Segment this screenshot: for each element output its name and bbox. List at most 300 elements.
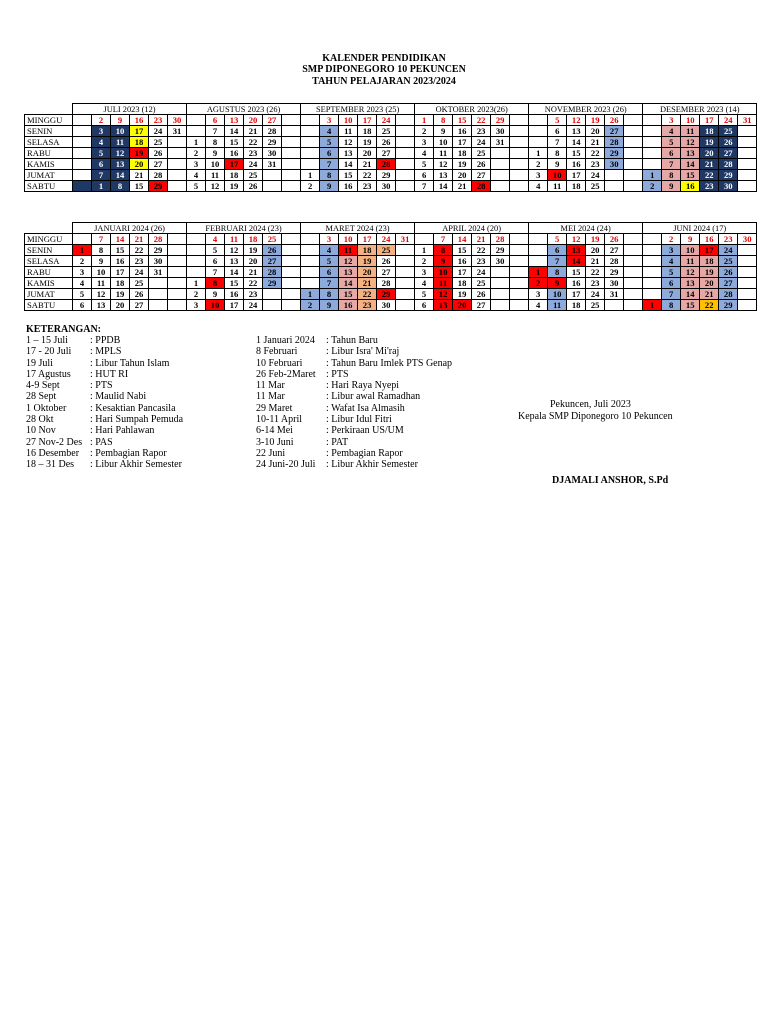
date-cell: 9 [434, 126, 453, 137]
legend-desc: : Libur Akhir Semester [90, 459, 182, 471]
date-cell [510, 234, 529, 245]
date-cell: 26 [377, 256, 396, 267]
date-cell: 2 [415, 256, 434, 267]
date-cell: 12 [92, 289, 111, 300]
date-cell [643, 159, 662, 170]
date-cell [282, 278, 301, 289]
date-cell: 27 [605, 126, 624, 137]
date-cell: 5 [415, 289, 434, 300]
legend-desc: : Pembagian Rapor [90, 447, 167, 459]
date-cell: 3 [92, 126, 111, 137]
date-cell: 11 [339, 126, 358, 137]
date-cell: 4 [662, 126, 681, 137]
date-cell [624, 126, 643, 137]
date-cell [491, 181, 510, 192]
date-cell: 27 [149, 159, 168, 170]
date-cell: 4 [206, 234, 225, 245]
date-cell: 19 [358, 256, 377, 267]
date-cell: 18 [130, 137, 149, 148]
date-cell: 21 [244, 267, 263, 278]
date-cell: 14 [111, 234, 130, 245]
legend-date: 10 Februari [256, 357, 303, 369]
date-cell: 22 [700, 170, 719, 181]
legend-desc: : Tahun Baru Imlek PTS Genap [326, 357, 453, 369]
date-cell [510, 267, 529, 278]
date-cell [282, 148, 301, 159]
date-cell: 14 [434, 181, 453, 192]
date-cell: 22 [358, 170, 377, 181]
date-cell: 3 [529, 289, 548, 300]
date-cell: 24 [130, 267, 149, 278]
date-cell: 24 [472, 137, 491, 148]
date-cell [624, 234, 643, 245]
date-cell: 30 [605, 278, 624, 289]
date-cell: 4 [529, 300, 548, 311]
date-cell: 17 [453, 267, 472, 278]
date-cell: 22 [244, 278, 263, 289]
day-label: KAMIS [25, 278, 73, 289]
legend-title [26, 324, 101, 335]
date-cell: 20 [700, 278, 719, 289]
date-cell: 2 [187, 289, 206, 300]
date-cell: 26 [377, 137, 396, 148]
date-cell [510, 159, 529, 170]
day-label: MINGGU [25, 234, 73, 245]
date-cell [415, 234, 434, 245]
date-cell: 30 [605, 159, 624, 170]
date-cell [396, 137, 415, 148]
date-cell: 21 [700, 159, 719, 170]
date-cell: 25 [377, 126, 396, 137]
legend-desc: : PTS [90, 380, 113, 392]
date-cell: 13 [111, 159, 130, 170]
legend-row [256, 448, 452, 459]
legend-row [26, 414, 183, 425]
date-cell: 26 [263, 245, 282, 256]
date-cell: 20 [244, 115, 263, 126]
legend-date: 24 Juni-20 Juli [256, 459, 316, 471]
legend-date: 17 - 20 Juli [26, 346, 72, 358]
legend-desc: : Libur Tahun Islam [90, 357, 170, 369]
date-cell: 29 [263, 278, 282, 289]
date-cell [529, 245, 548, 256]
date-cell [73, 181, 92, 192]
date-cell: 21 [700, 289, 719, 300]
date-cell: 31 [149, 267, 168, 278]
legend-date: 18 – 31 Des [26, 459, 75, 471]
date-cell: 24 [377, 234, 396, 245]
date-cell: 5 [206, 245, 225, 256]
legend-desc: : Libur Akhir Semester [326, 459, 418, 471]
date-cell: 13 [681, 148, 700, 159]
date-cell: 26 [605, 115, 624, 126]
date-cell [168, 148, 187, 159]
day-label: RABU [25, 148, 73, 159]
date-cell: 15 [567, 148, 586, 159]
date-cell [187, 126, 206, 137]
legend-date: 1 Oktober [26, 402, 67, 414]
date-cell: 8 [434, 245, 453, 256]
date-cell [73, 115, 92, 126]
date-cell: 8 [206, 278, 225, 289]
date-cell: 14 [681, 289, 700, 300]
date-cell: 4 [187, 170, 206, 181]
date-cell: 16 [339, 300, 358, 311]
day-label: SABTU [25, 300, 73, 311]
date-cell: 21 [472, 234, 491, 245]
date-cell: 6 [548, 126, 567, 137]
date-cell: 28 [377, 278, 396, 289]
date-cell: 1 [92, 181, 111, 192]
legend-desc: : MPLS [90, 346, 122, 358]
month-header: JANUARI 2024 (26) [73, 223, 187, 234]
date-cell [301, 148, 320, 159]
legend-date: 11 Mar [256, 391, 285, 403]
legend-row [256, 459, 452, 470]
date-cell: 7 [662, 159, 681, 170]
month-header: APRIL 2024 (20) [415, 223, 529, 234]
legend-desc: : Kesaktian Pancasila [90, 402, 176, 414]
legend-right [256, 335, 452, 471]
date-cell: 5 [548, 234, 567, 245]
date-cell: 27 [377, 267, 396, 278]
date-cell [529, 115, 548, 126]
date-cell: 31 [168, 126, 187, 137]
date-cell: 10 [206, 300, 225, 311]
date-cell [187, 245, 206, 256]
date-cell: 21 [358, 278, 377, 289]
legend-desc: : Maulid Nabi [90, 391, 147, 403]
date-cell: 25 [586, 181, 605, 192]
date-cell [510, 289, 529, 300]
date-cell: 29 [605, 148, 624, 159]
date-cell: 8 [206, 137, 225, 148]
date-cell: 5 [662, 137, 681, 148]
date-cell: 17 [358, 234, 377, 245]
date-cell: 27 [719, 278, 738, 289]
date-cell: 18 [700, 256, 719, 267]
date-cell: 26 [149, 148, 168, 159]
date-cell: 7 [662, 289, 681, 300]
date-cell [168, 159, 187, 170]
date-cell [282, 267, 301, 278]
date-cell: 23 [244, 289, 263, 300]
date-cell: 26 [244, 181, 263, 192]
date-cell [396, 278, 415, 289]
date-cell [168, 300, 187, 311]
date-cell: 2 [187, 148, 206, 159]
date-cell: 1 [187, 278, 206, 289]
date-cell: 1 [529, 267, 548, 278]
day-label: SENIN [25, 126, 73, 137]
date-cell [510, 256, 529, 267]
date-cell: 8 [548, 148, 567, 159]
date-cell: 28 [605, 137, 624, 148]
date-cell: 13 [339, 267, 358, 278]
date-cell: 21 [586, 256, 605, 267]
date-cell: 14 [339, 278, 358, 289]
date-cell: 8 [111, 181, 130, 192]
date-cell: 13 [434, 300, 453, 311]
date-cell: 4 [662, 256, 681, 267]
date-cell: 30 [263, 148, 282, 159]
date-cell: 7 [92, 234, 111, 245]
legend-date: 19 Juli [26, 357, 53, 369]
date-cell [73, 137, 92, 148]
date-cell [301, 159, 320, 170]
date-cell: 20 [358, 267, 377, 278]
date-cell: 25 [586, 300, 605, 311]
date-cell [149, 278, 168, 289]
month-header: SEPTEMBER 2023 (25) [301, 104, 415, 115]
date-cell: 14 [225, 267, 244, 278]
date-cell: 18 [111, 278, 130, 289]
date-cell: 14 [681, 159, 700, 170]
legend-date: 29 Maret [256, 402, 293, 414]
date-cell: 19 [453, 159, 472, 170]
date-cell: 30 [377, 181, 396, 192]
date-cell: 16 [567, 278, 586, 289]
date-cell: 14 [339, 159, 358, 170]
legend-desc: : Hari Raya Nyepi [326, 380, 400, 392]
date-cell: 25 [377, 245, 396, 256]
date-cell: 2 [415, 126, 434, 137]
signature-name: DJAMALI ANSHOR, S.Pd [552, 475, 669, 486]
date-cell: 5 [320, 256, 339, 267]
date-cell: 22 [700, 300, 719, 311]
date-cell: 15 [225, 137, 244, 148]
date-cell: 18 [225, 170, 244, 181]
date-cell: 16 [339, 181, 358, 192]
date-cell [491, 267, 510, 278]
date-cell [605, 300, 624, 311]
date-cell [396, 256, 415, 267]
date-cell [282, 181, 301, 192]
date-cell: 30 [738, 234, 757, 245]
date-cell [168, 256, 187, 267]
legend-row [256, 414, 452, 425]
date-cell: 5 [320, 137, 339, 148]
date-cell: 9 [206, 289, 225, 300]
date-cell: 9 [320, 181, 339, 192]
date-cell [396, 300, 415, 311]
date-cell [510, 115, 529, 126]
date-cell: 11 [434, 148, 453, 159]
date-cell: 6 [92, 159, 111, 170]
legend-date: 3-10 Juni [256, 436, 294, 448]
date-cell: 21 [453, 181, 472, 192]
date-cell: 9 [206, 148, 225, 159]
date-cell: 6 [662, 148, 681, 159]
date-cell [624, 137, 643, 148]
legend-desc: : Wafat Isa Almasih [326, 402, 405, 414]
date-cell: 19 [358, 137, 377, 148]
legend-desc: : Pembagian Rapor [326, 447, 403, 459]
legend-row [256, 346, 452, 357]
date-cell: 5 [187, 181, 206, 192]
date-cell [187, 267, 206, 278]
date-cell: 1 [73, 245, 92, 256]
date-cell: 28 [719, 289, 738, 300]
date-cell: 26 [605, 234, 624, 245]
date-cell [510, 245, 529, 256]
date-cell [643, 148, 662, 159]
date-cell [510, 300, 529, 311]
date-cell: 18 [358, 126, 377, 137]
date-cell [624, 148, 643, 159]
date-cell [643, 267, 662, 278]
legend-date: 6-14 Mei [256, 425, 293, 437]
date-cell: 3 [415, 137, 434, 148]
date-cell: 7 [320, 159, 339, 170]
date-cell: 1 [415, 245, 434, 256]
date-cell [643, 115, 662, 126]
day-label: JUMAT [25, 170, 73, 181]
date-cell [510, 170, 529, 181]
date-cell: 23 [130, 256, 149, 267]
date-cell: 12 [681, 137, 700, 148]
date-cell [738, 170, 757, 181]
date-cell: 17 [130, 126, 149, 137]
date-cell [624, 115, 643, 126]
date-cell: 13 [567, 245, 586, 256]
date-cell: 16 [111, 256, 130, 267]
date-cell: 12 [434, 289, 453, 300]
date-cell [282, 245, 301, 256]
date-cell: 17 [453, 137, 472, 148]
date-cell [168, 181, 187, 192]
date-cell [73, 148, 92, 159]
legend-date: 11 Mar [256, 380, 285, 392]
legend-row [256, 403, 452, 414]
date-cell: 10 [206, 159, 225, 170]
date-cell: 10 [111, 126, 130, 137]
date-cell: 30 [491, 256, 510, 267]
date-cell: 25 [719, 256, 738, 267]
date-cell [624, 300, 643, 311]
date-cell: 11 [111, 137, 130, 148]
date-cell: 2 [301, 181, 320, 192]
date-cell [301, 137, 320, 148]
date-cell: 28 [149, 234, 168, 245]
date-cell: 30 [491, 126, 510, 137]
date-cell: 7 [206, 126, 225, 137]
date-cell: 22 [472, 115, 491, 126]
date-cell: 30 [168, 115, 187, 126]
date-cell: 20 [130, 159, 149, 170]
date-cell: 23 [358, 300, 377, 311]
legend-row [26, 425, 183, 436]
date-cell [510, 181, 529, 192]
date-cell: 12 [111, 148, 130, 159]
date-cell [529, 234, 548, 245]
signature-place-date: Pekuncen, Juli 2023 [550, 399, 631, 410]
date-cell: 18 [453, 278, 472, 289]
date-cell: 18 [567, 181, 586, 192]
date-cell: 18 [700, 126, 719, 137]
date-cell: 26 [719, 267, 738, 278]
date-cell: 12 [339, 137, 358, 148]
date-cell [510, 148, 529, 159]
date-cell: 1 [643, 170, 662, 181]
date-cell: 20 [453, 170, 472, 181]
date-cell: 4 [320, 126, 339, 137]
date-cell: 29 [377, 289, 396, 300]
date-cell: 2 [73, 256, 92, 267]
date-cell: 2 [92, 115, 111, 126]
date-cell [301, 126, 320, 137]
date-cell [282, 256, 301, 267]
date-cell: 15 [339, 170, 358, 181]
legend-row [26, 391, 183, 402]
date-cell: 31 [491, 137, 510, 148]
date-cell: 9 [681, 234, 700, 245]
legend-desc: : Hari Sumpah Pemuda [90, 414, 184, 426]
date-cell [643, 256, 662, 267]
date-cell: 24 [586, 170, 605, 181]
doc-title-1: KALENDER PENDIDIKAN [322, 53, 446, 64]
date-cell: 5 [662, 267, 681, 278]
date-cell: 10 [92, 267, 111, 278]
date-cell [168, 234, 187, 245]
day-label: KAMIS [25, 159, 73, 170]
date-cell [643, 278, 662, 289]
date-cell [396, 148, 415, 159]
date-cell: 29 [149, 181, 168, 192]
date-cell [738, 137, 757, 148]
date-cell: 29 [605, 267, 624, 278]
date-cell: 7 [434, 234, 453, 245]
legend-date: 16 Desember [26, 447, 80, 459]
date-cell: 1 [415, 115, 434, 126]
date-cell: 23 [149, 115, 168, 126]
date-cell: 25 [244, 170, 263, 181]
date-cell [396, 170, 415, 181]
date-cell: 19 [244, 245, 263, 256]
month-header: JULI 2023 (12) [73, 104, 187, 115]
date-cell: 17 [700, 115, 719, 126]
date-cell [301, 245, 320, 256]
date-cell: 30 [149, 256, 168, 267]
legend-date: 28 Okt [26, 414, 54, 426]
date-cell: 19 [586, 115, 605, 126]
legend-row [256, 369, 452, 380]
date-cell: 11 [339, 245, 358, 256]
legend-date: 26 Feb-2Maret [256, 368, 316, 380]
date-cell: 22 [586, 267, 605, 278]
date-cell: 6 [73, 300, 92, 311]
date-cell [396, 289, 415, 300]
date-cell: 18 [358, 245, 377, 256]
date-cell [738, 278, 757, 289]
date-cell: 10 [434, 267, 453, 278]
date-cell: 1 [529, 148, 548, 159]
date-cell: 23 [586, 159, 605, 170]
date-cell: 27 [472, 170, 491, 181]
date-cell: 2 [643, 181, 662, 192]
legend-desc: : PAS [90, 436, 113, 448]
date-cell [301, 256, 320, 267]
date-cell: 10 [548, 170, 567, 181]
date-cell: 28 [377, 159, 396, 170]
date-cell: 5 [73, 289, 92, 300]
date-cell [643, 234, 662, 245]
date-cell: 4 [529, 181, 548, 192]
date-cell [510, 278, 529, 289]
date-cell: 24 [472, 267, 491, 278]
date-cell: 25 [472, 148, 491, 159]
date-cell: 24 [244, 159, 263, 170]
